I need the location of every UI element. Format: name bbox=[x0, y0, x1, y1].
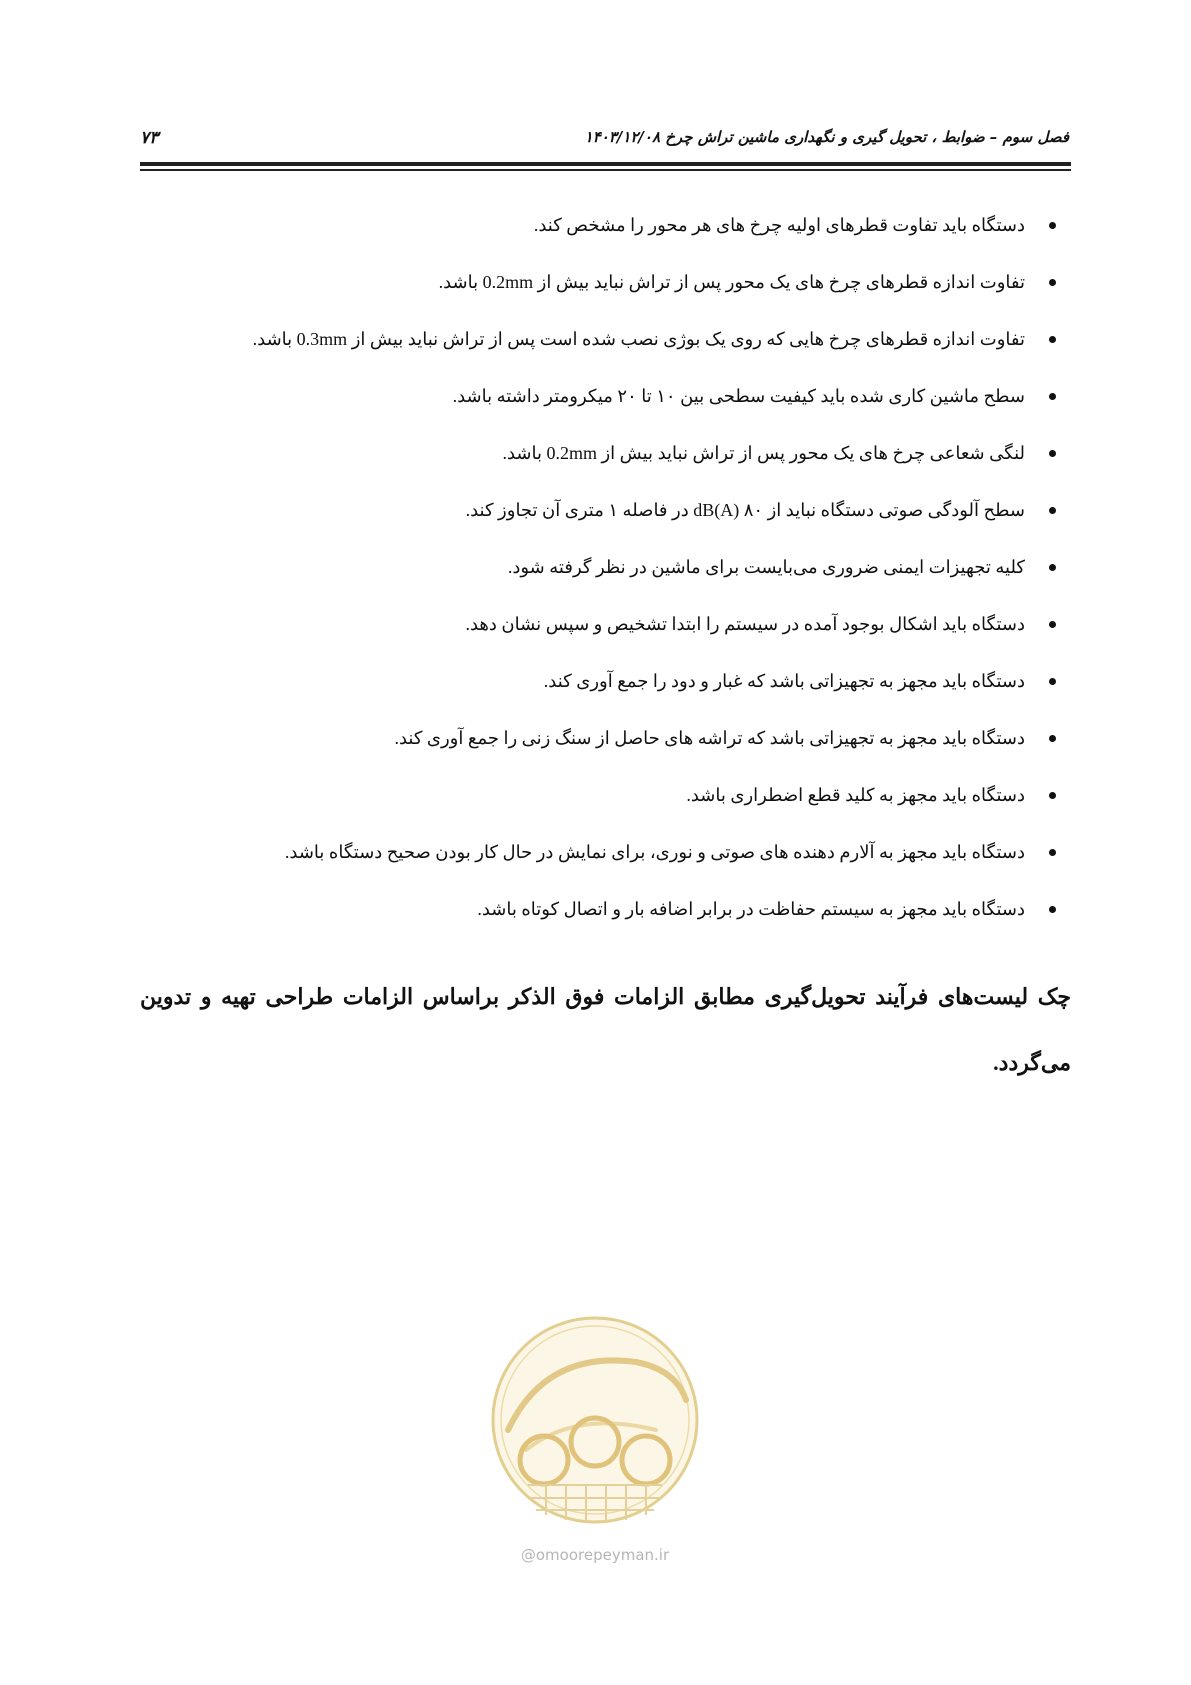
bullet-icon bbox=[1049, 279, 1056, 286]
bullet-icon bbox=[1049, 564, 1056, 571]
page-number: ۷۳ bbox=[140, 128, 159, 148]
list-item bbox=[121, 210, 1071, 267]
list-item bbox=[121, 495, 1071, 552]
bullet-icon bbox=[1049, 849, 1056, 856]
list-item bbox=[121, 780, 1071, 837]
list-item bbox=[121, 837, 1071, 894]
bullet-icon bbox=[1049, 507, 1056, 514]
list-item-text: لنگی شعاعی چرخ های یک محور پس از تراش نباید بیش از 0.2mm باشد. bbox=[502, 443, 1025, 463]
list-item bbox=[121, 552, 1071, 609]
watermark-logo bbox=[486, 1310, 704, 1570]
page-header bbox=[140, 128, 1069, 154]
list-item bbox=[121, 894, 1071, 951]
list-item bbox=[121, 666, 1071, 723]
requirements-list bbox=[121, 210, 1071, 951]
list-item-text: سطح ماشین کاری شده باید کیفیت سطحی بین ۱۰ تا ۲۰ میکرومتر داشته باشد. bbox=[452, 386, 1025, 406]
list-item-text: دستگاه باید مجهز به تجهیزاتی باشد که تراشه های حاصل از سنگ زنی را جمع آوری کند. bbox=[394, 728, 1025, 748]
list-item-text: سطح آلودگی صوتی دستگاه نباید از dB(A) ۸۰ در فاصله ۱ متری آن تجاوز کند. bbox=[465, 500, 1025, 520]
bullet-icon bbox=[1049, 336, 1056, 343]
header-rule-thin bbox=[140, 169, 1071, 171]
bullet-icon bbox=[1049, 792, 1056, 799]
list-item-text: تفاوت اندازه قطرهای چرخ هایی که روی یک بوژی نصب شده است پس از تراش نباید بیش از 0.3mm باشد. bbox=[252, 329, 1025, 349]
chapter-title: فصل سوم – ضوابط ، تحویل گیری و نگهداری ماشین تراش چرخ ۱۴۰۳/۱۲/۰۸ bbox=[584, 128, 1069, 146]
list-item-text: دستگاه باید مجهز به کلید قطع اضطراری باشد. bbox=[686, 785, 1025, 805]
list-item-text: دستگاه باید مجهز به سیستم حفاظت در برابر اضافه بار و اتصال کوتاه باشد. bbox=[477, 899, 1025, 919]
bullet-icon bbox=[1049, 906, 1056, 913]
list-item-text: دستگاه باید تفاوت قطرهای اولیه چرخ های هر محور را مشخص کند. bbox=[533, 215, 1025, 235]
list-item-text: کلیه تجهیزات ایمنی ضروری می‌بایست برای ماشین در نظر گرفته شود. bbox=[507, 557, 1025, 577]
bullet-icon bbox=[1049, 735, 1056, 742]
bullet-icon bbox=[1049, 621, 1056, 628]
bullet-icon bbox=[1049, 393, 1056, 400]
list-item bbox=[121, 723, 1071, 780]
conclusion-paragraph: چک لیست‌های فرآیند تحویل‌گیری مطابق الزامات فوق الذکر براساس الزامات طراحی تهیه و تدوین می‌گردد. bbox=[140, 984, 1071, 1075]
list-item bbox=[121, 267, 1071, 324]
bullet-icon bbox=[1049, 678, 1056, 685]
bullet-icon bbox=[1049, 450, 1056, 457]
list-item-text: دستگاه باید اشکال بوجود آمده در سیستم را ابتدا تشخیص و سپس نشان دهد. bbox=[465, 614, 1025, 634]
list-item-text: دستگاه باید مجهز به آلارم دهنده های صوتی و نوری، برای نمایش در حال کار بودن صحیح دستگاه باشد. bbox=[284, 842, 1025, 862]
list-item bbox=[121, 438, 1071, 495]
bullet-icon bbox=[1049, 222, 1056, 229]
list-item bbox=[121, 609, 1071, 666]
list-item-text: دستگاه باید مجهز به تجهیزاتی باشد که غبار و دود را جمع آوری کند. bbox=[543, 671, 1025, 691]
header-rule-thick bbox=[140, 162, 1071, 166]
list-item-text: تفاوت اندازه قطرهای چرخ های یک محور پس از تراش نباید بیش از 0.2mm باشد. bbox=[438, 272, 1025, 292]
list-item bbox=[121, 324, 1071, 381]
watermark-caption: @omoorepeyman.ir bbox=[520, 1546, 670, 1564]
list-item bbox=[121, 381, 1071, 438]
logo-emblem-icon bbox=[486, 1310, 704, 1540]
